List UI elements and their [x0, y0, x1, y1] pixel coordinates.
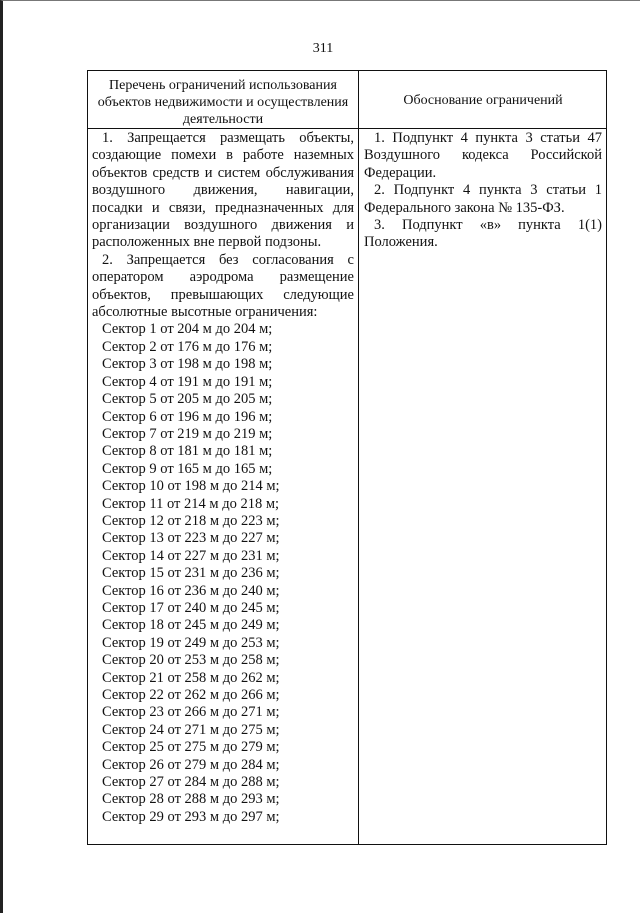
sector-line: Сектор 26 от 279 м до 284 м;	[102, 756, 280, 773]
sector-line: Сектор 8 от 181 м до 181 м;	[102, 443, 273, 460]
sector-line: Сектор 6 от 196 м до 196 м;	[102, 408, 273, 425]
justification-column	[364, 130, 602, 252]
sector-line: Сектор 2 от 176 м до 176 м;	[102, 338, 273, 355]
justification-paragraph-2: 2. Подпункт 4 пункта 3 статьи 1 Федерального закона № 135-ФЗ.	[364, 182, 602, 216]
restrictions-table	[87, 70, 607, 845]
sector-line: Сектор 19 от 249 м до 253 м;	[102, 634, 280, 651]
sector-line: Сектор 1 от 204 м до 204 м;	[102, 321, 273, 338]
sector-line: Сектор 14 от 227 м до 231 м;	[102, 547, 280, 564]
sector-line: Сектор 18 от 245 м до 249 м;	[102, 617, 280, 634]
header-divider	[88, 128, 606, 129]
column-divider	[358, 71, 359, 844]
sector-line: Сектор 21 от 258 м до 262 м;	[102, 669, 280, 686]
sector-line: Сектор 25 от 275 м до 279 м;	[102, 739, 280, 756]
restrictions-column	[92, 130, 354, 826]
sector-line: Сектор 7 от 219 м до 219 м;	[102, 425, 273, 442]
header-restrictions-list: Перечень ограничений использования объектов недвижимости и осуществления деятельности	[97, 78, 349, 127]
justification-paragraph-3: 3. Подпункт «в» пункта 1(1) Положения.	[364, 217, 602, 251]
justification-paragraph-1: 1. Подпункт 4 пункта 3 статьи 47 Воздушного кодекса Российской Федерации.	[364, 130, 602, 181]
sector-line: Сектор 5 от 205 м до 205 м;	[102, 391, 273, 408]
sector-line: Сектор 13 от 223 м до 227 м;	[102, 530, 280, 547]
restriction-paragraph-1: 1. Запрещается размещать объекты, создающие помехи в работе наземных объектов средств и систем обслуживания воздушного движения, навигации, посадки и связи, предназначенных для организации воздушного движения и расположенных вне первой подзоны.	[92, 130, 354, 251]
sector-line: Сектор 20 от 253 м до 258 м;	[102, 652, 280, 669]
sector-line: Сектор 11 от 214 м до 218 м;	[102, 495, 280, 512]
sector-line: Сектор 24 от 271 м до 275 м;	[102, 721, 280, 738]
sector-line: Сектор 9 от 165 м до 165 м;	[102, 460, 273, 477]
page-number: 311	[312, 41, 334, 56]
sector-line: Сектор 12 от 218 м до 223 м;	[102, 512, 280, 529]
sector-line: Сектор 3 от 198 м до 198 м;	[102, 356, 273, 373]
sector-line: Сектор 22 от 262 м до 266 м;	[102, 687, 280, 703]
sector-line: Сектор 27 от 284 м до 288 м;	[102, 774, 280, 791]
sector-list	[92, 321, 354, 826]
sector-line: Сектор 16 от 236 м до 240 м;	[102, 582, 280, 599]
sector-line: Сектор 29 от 293 м до 297 м;	[102, 808, 280, 825]
sector-line: Сектор 17 от 240 м до 245 м;	[102, 599, 280, 616]
sector-line: Сектор 15 от 231 м до 236 м;	[102, 565, 280, 582]
restriction-paragraph-2: 2. Запрещается без согласования с оператором аэродрома размещение объектов, превышающих следующие абсолютные высотные ограничения:	[92, 251, 354, 321]
sector-line: Сектор 28 от 288 м до 293 м;	[102, 791, 280, 808]
sector-line: Сектор 4 от 191 м до 191 м;	[102, 373, 273, 390]
header-justification: Обоснование ограничений	[403, 93, 563, 108]
sector-line: Сектор 10 от 198 м до 214 м;	[102, 478, 280, 495]
sector-line: Сектор 23 от 266 м до 271 м;	[102, 704, 280, 721]
